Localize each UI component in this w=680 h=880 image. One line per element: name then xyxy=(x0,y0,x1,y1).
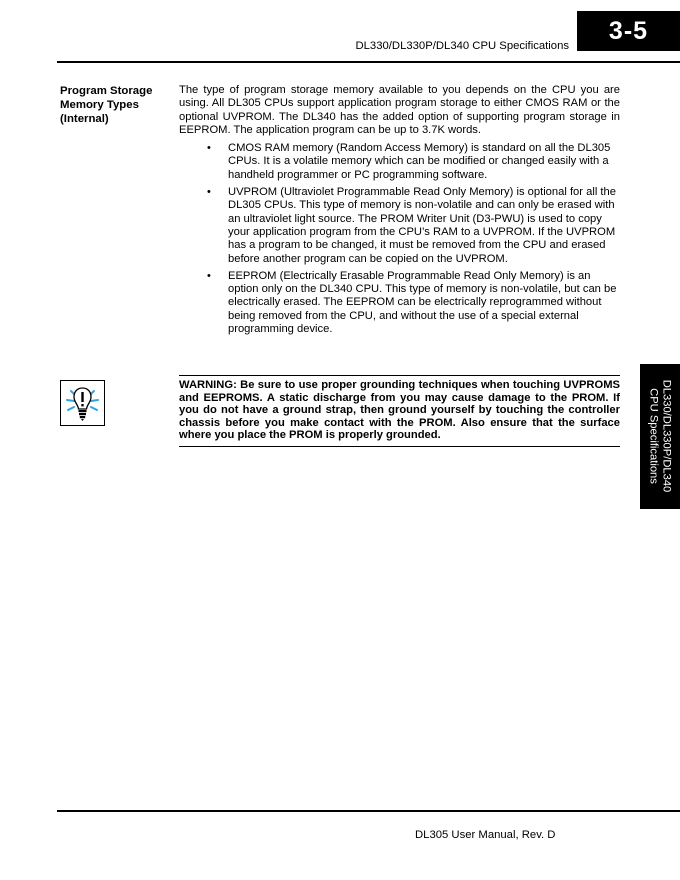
side-tab-line: CPU Specifications xyxy=(648,388,660,484)
running-header: DL330/DL330P/DL340 CPU Specifications xyxy=(355,40,569,52)
side-tab-line: DL330/DL330P/DL340 xyxy=(660,379,673,493)
lightbulb-graphic xyxy=(61,381,104,425)
list-item-text: EEPROM (Electrically Erasable Programmable Read Only Memory) is an option only on the DL340 CPU. This type of memory is non-volatile, but can be electrically erased. The EEPROM can be electrically reprogrammed without being removed from the CPU, and without the use of a special external programming device. xyxy=(228,269,617,336)
list-item-text: CMOS RAM memory (Random Access Memory) is standard on all the DL305 CPUs. It is a volatile memory which can be modified or changed easily with a handheld programmer or PC programming software. xyxy=(228,142,611,181)
side-tab-label xyxy=(648,364,673,509)
bullet-glyph: • xyxy=(207,269,211,282)
section-heading-line: Memory Types xyxy=(60,99,139,111)
page-number: 3-5 xyxy=(608,16,649,45)
page-number-tab xyxy=(577,11,680,51)
list-item xyxy=(204,186,620,266)
bullet-glyph: • xyxy=(207,142,211,154)
memory-type-list xyxy=(204,142,620,340)
footer-manual-title: DL305 User Manual, Rev. D xyxy=(415,829,556,841)
section-heading xyxy=(60,84,172,126)
list-item xyxy=(204,142,620,182)
list-item-text: UVPROM (Ultraviolet Programmable Read Only Memory) is optional for all the DL305 CPUs. This type of memory is non-volatile and can only be erased with an ultraviolet light source. The PROM Writer Unit (D3-PWU) is used to copy your application program from the CPU’s RAM to a UVPROM. If the UVPROM has a program to be changed, it must be removed from the CPU and erased before another program can be copied on the UVPROM. xyxy=(228,185,616,265)
chapter-side-tab xyxy=(640,364,680,509)
warning-note: WARNING: Be sure to use proper grounding techniques when touching UVPROMS and EEPROMS. A static discharge from you may cause damage to the PROM. If you do not have a ground strap, then ground yourself by touching the controller chassis before you make contact with the PROM. Also ensure that the surface where you place the PROM is properly grounded. xyxy=(179,375,620,447)
footer-rule xyxy=(57,810,680,812)
list-item xyxy=(204,270,620,337)
section-heading-line: (Internal) xyxy=(60,113,109,125)
section-heading-line: Program Storage xyxy=(60,85,153,97)
intro-paragraph: The type of program storage memory available to you depends on the CPU you are using. All DL305 CPUs support application program storage to either CMOS RAM or the optional UVPROM. The DL340 has the added option of supporting program storage in EEPROM. The application program can be up to 3.7K words. xyxy=(179,84,620,137)
warning-lightbulb-icon xyxy=(60,380,105,426)
bullet-glyph: • xyxy=(207,185,211,198)
header-rule xyxy=(57,61,680,63)
